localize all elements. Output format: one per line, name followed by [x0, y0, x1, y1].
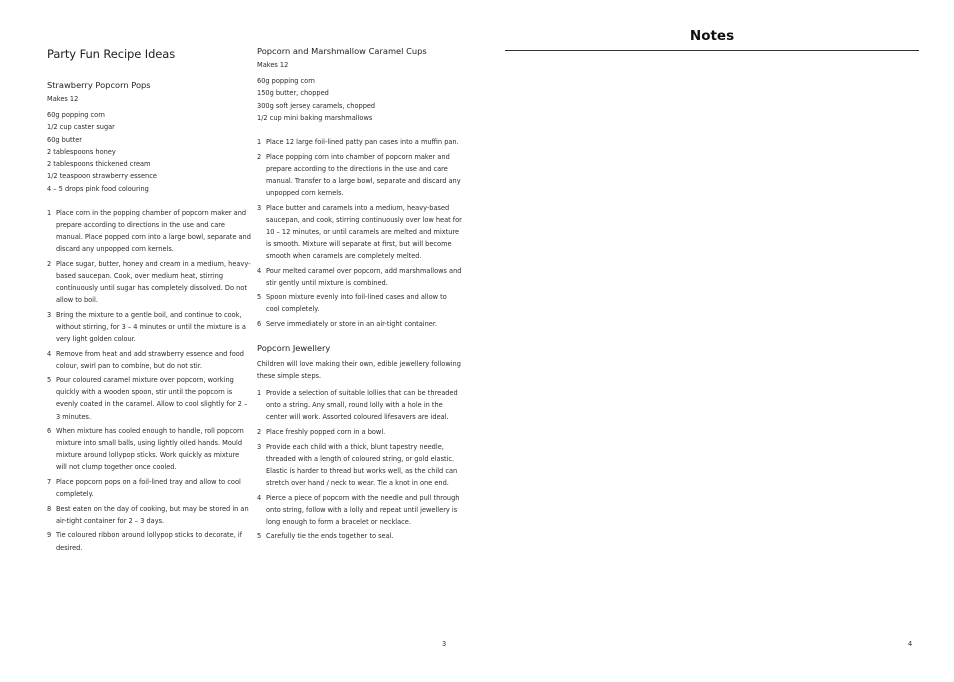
method-step — [257, 441, 462, 489]
step-text: Provide a selection of suitable lollies that can be threaded onto a string. Any small, round lolly with a hole in the center will work. Assorted coloured lifesavers are ideal. — [266, 389, 458, 422]
method-step — [257, 265, 462, 289]
step-text: Tie coloured ribbon around lollypop sticks to decorate, if desired. — [56, 531, 243, 552]
method-step — [257, 426, 462, 438]
step-number: 5 — [257, 293, 262, 302]
method-step — [47, 529, 252, 553]
step-number: 2 — [257, 428, 262, 437]
method-step — [257, 136, 462, 148]
method-step — [47, 503, 252, 527]
method-steps — [47, 207, 252, 554]
ingredient: 2 tablespoons thickened cream — [47, 160, 151, 169]
method-steps — [257, 387, 462, 542]
step-number: 6 — [47, 427, 52, 436]
step-text: Bring the mixture to a gentle boil, and continue to cook, without stirring, for 3 – 4 minutes or until the mixture is a very light golden colour. — [56, 310, 246, 344]
notes-divider — [505, 50, 919, 51]
ingredient: 60g popping corn — [47, 111, 105, 119]
recipe-title-strawberry-popcorn-pops: Strawberry Popcorn Pops — [47, 80, 151, 90]
method-step — [47, 348, 252, 372]
step-number: 3 — [257, 442, 262, 451]
step-text: Place butter and caramels into a medium, heavy-based saucepan, and cook, stirring continuously over low heat for 10 – 12 minutes, or until caramels are melted and mixture is smooth. Mixture will separate at first, but will become smooth when caramels are completely melted. — [266, 203, 462, 261]
right-column — [257, 46, 462, 545]
ingredient-list — [257, 75, 462, 124]
step-text: Place freshly popped corn in a bowl. — [266, 428, 386, 437]
step-text: Serve immediately or store in an air-tight container. — [266, 320, 438, 328]
step-text: When mixture has cooled enough to handle, roll popcorn mixture into small balls, using lightly oiled hands. Mould mixture around lollypop sticks. Work quickly as mixture will not clump together once cooled. — [56, 427, 244, 472]
step-number: 1 — [47, 209, 52, 218]
method-step — [47, 425, 252, 473]
method-step — [257, 291, 462, 315]
step-text: Place popping corn into chamber of popcorn maker and prepare according to the directions in the use and care manual. Transfer to a large bowl, separate and discard any unpopped corn kernels. — [266, 152, 461, 198]
ingredient: 60g popping corn — [257, 77, 315, 85]
step-number: 1 — [257, 389, 262, 398]
step-number: 4 — [47, 349, 52, 358]
page-number-left: 3 — [442, 640, 447, 648]
ingredient: 4 – 5 drops pink food colouring — [47, 184, 149, 193]
method-step — [47, 309, 252, 345]
page-number-right: 4 — [908, 640, 913, 648]
step-number: 5 — [257, 532, 262, 541]
ingredient: 1/2 cup mini baking marshmallows — [257, 113, 373, 122]
step-number: 5 — [47, 376, 52, 385]
step-number: 2 — [47, 259, 52, 268]
page-title: Party Fun Recipe Ideas — [47, 47, 176, 61]
ingredient-list — [47, 109, 252, 195]
step-number: 7 — [47, 478, 52, 487]
step-text: Spoon mixture evenly into foil-lined cases and allow to cool completely. — [266, 293, 447, 314]
step-number: 3 — [257, 203, 262, 212]
method-step — [47, 374, 252, 422]
recipe-yield: Makes 12 — [47, 95, 79, 103]
step-number: 4 — [257, 266, 262, 275]
step-text: Provide each child with a thick, blunt tapestry needle, threaded with a length of coloured string, or gold elastic. Elastic is harder to thread but works well, as the child can stretch over hand / neck to wear. Tie a knot in one end. — [266, 442, 458, 487]
step-number: 9 — [47, 531, 52, 540]
step-text: Place popcorn pops on a foil-lined tray and allow to cool completely. — [56, 478, 241, 499]
method-step — [47, 476, 252, 500]
method-step — [47, 207, 252, 255]
recipe-intro: Children will love making their own, edible jewellery following these simple steps. — [257, 360, 461, 381]
step-text: Pour coloured caramel mixture over popcorn, working quickly with a wooden spoon, stir until the popcorn is evenly coated in the caramel. Allow to cool slightly for 2 – 3 minutes. — [56, 376, 248, 421]
step-text: Place 12 large foil-lined patty pan cases into a muffin pan. — [266, 138, 459, 147]
recipe-yield: Makes 12 — [257, 61, 289, 69]
ingredient: 60g butter — [47, 135, 82, 144]
method-step — [257, 492, 462, 528]
step-number: 2 — [257, 152, 262, 161]
recipe-title-caramel-cups: Popcorn and Marshmallow Caramel Cups — [257, 46, 427, 56]
left-column — [47, 47, 252, 556]
step-number: 8 — [47, 504, 52, 513]
step-text: Pour melted caramel over popcorn, add marshmallows and stir gently until mixture is combined. — [266, 266, 462, 287]
recipe-title-popcorn-jewellery: Popcorn Jewellery — [257, 343, 331, 354]
step-number: 6 — [257, 320, 262, 328]
step-text: Best eaten on the day of cooking, but may be stored in an air-tight container for 2 – 3 days. — [56, 504, 249, 525]
step-text: Place corn in the popping chamber of popcorn maker and prepare according to directions in the use and care manual. Place popped corn into a large bowl, separate and discard any unpopped corn kernels. — [56, 209, 251, 254]
method-step — [257, 530, 462, 542]
method-step — [257, 151, 462, 199]
step-number: 1 — [257, 138, 262, 147]
ingredient: 1/2 teaspoon strawberry essence — [47, 172, 157, 181]
ingredient: 1/2 cup caster sugar — [47, 123, 115, 132]
ingredient: 2 tablespoons honey — [47, 147, 116, 156]
step-text: Place sugar, butter, honey and cream in a medium, heavy-based saucepan. Cook, over medium heat, stirring continuously until sugar has completely dissolved. Do not allow to boil. — [56, 259, 251, 305]
step-text: Pierce a piece of popcorn with the needle and pull through onto string, follow with a lolly and repeat until jewellery is long enough to form a bracelet or necklace. — [266, 493, 460, 526]
notes-title: Notes — [689, 28, 735, 44]
step-number: 3 — [47, 310, 52, 319]
method-step — [257, 387, 462, 423]
step-text: Remove from heat and add strawberry essence and food colour, swirl pan to combine, but do not stir. — [56, 349, 244, 370]
method-step — [47, 258, 252, 306]
ingredient: 150g butter, chopped — [257, 89, 329, 98]
method-step — [257, 318, 462, 330]
step-number: 4 — [257, 493, 262, 502]
step-text: Carefully tie the ends together to seal. — [266, 532, 394, 541]
method-step — [257, 202, 462, 262]
method-steps — [257, 136, 462, 330]
ingredient: 300g soft jersey caramels, chopped — [257, 101, 376, 110]
